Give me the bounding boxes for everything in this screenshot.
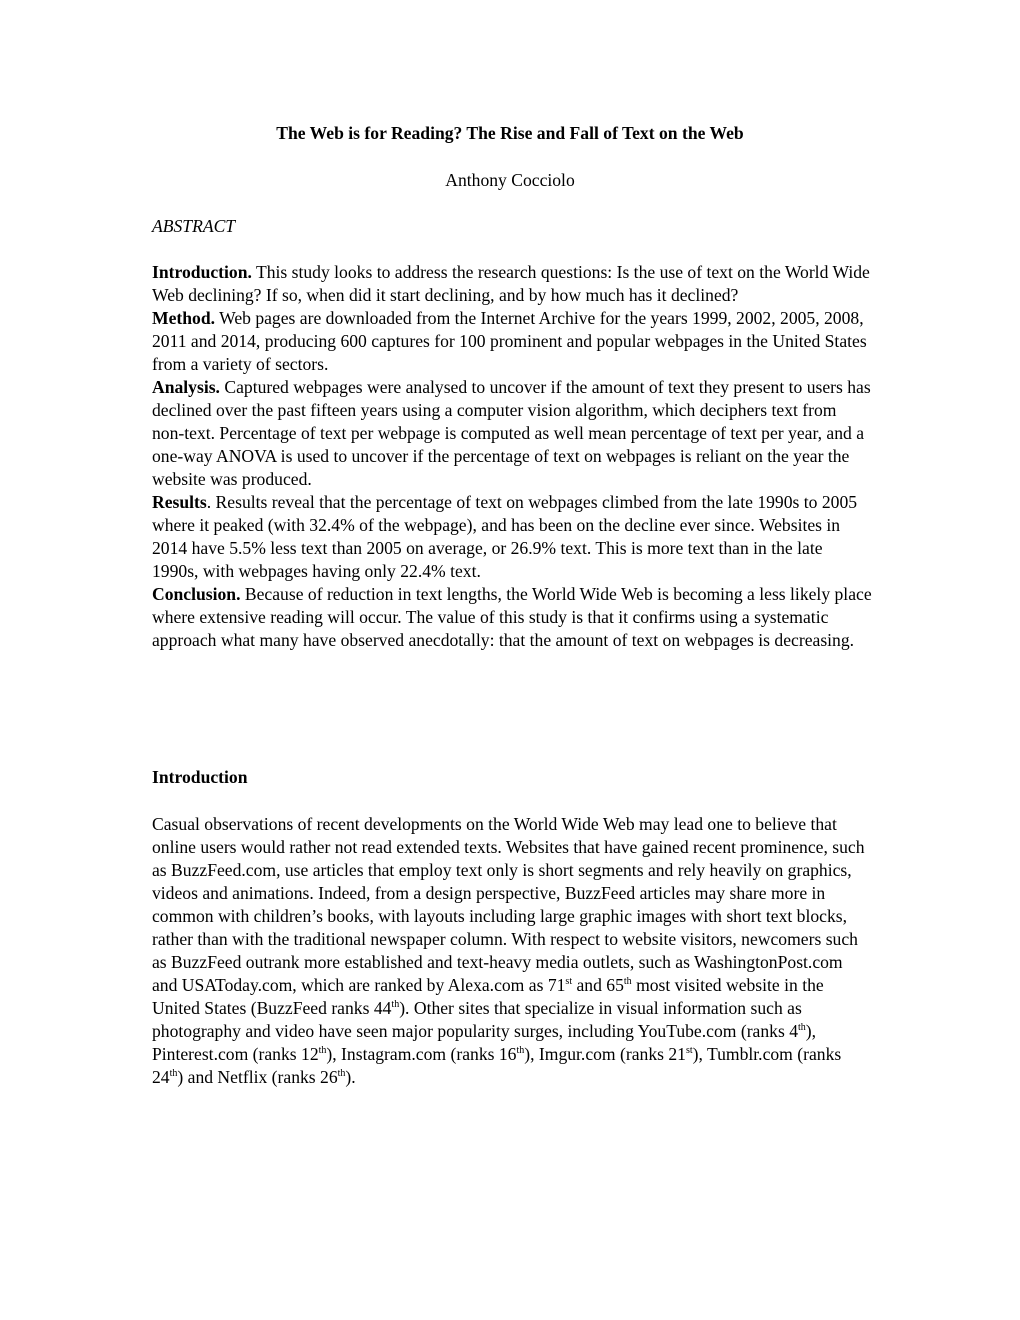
abstract-conclusion-text: Because of reduction in text lengths, the World Wide Web is becoming a less likely place where extensive reading will occur. The value of this study is that it confirms using a systematic approach what many have observed anecdotally: that the amount of text on webpages is decreasing. bbox=[152, 584, 872, 650]
introduction-paragraph bbox=[152, 813, 872, 1089]
intro-segment: ) and Netflix (ranks 26 bbox=[177, 1067, 338, 1087]
abstract-analysis bbox=[152, 376, 872, 491]
abstract-introduction bbox=[152, 261, 872, 307]
abstract-label: ABSTRACT bbox=[152, 216, 236, 236]
ordinal-suffix: st bbox=[565, 976, 573, 988]
abstract-method-text: Web pages are downloaded from the Internet Archive for the years 1999, 2002, 2005, 2008, 2011 and 2014, producing 600 captures for 100 prominent and popular webpages in the United States from a variety of sectors. bbox=[152, 308, 867, 374]
abstract-introduction-text: This study looks to address the research questions: Is the use of text on the World Wide Web declining? If so, when did it start declining, and by how much has it declined? bbox=[152, 262, 870, 305]
abstract-results bbox=[152, 491, 872, 583]
intro-segment: ), Tumblr.com (ranks 24 bbox=[152, 1044, 842, 1087]
intro-segment: ). bbox=[345, 1067, 356, 1087]
abstract-method bbox=[152, 307, 872, 376]
intro-segment: ). Other sites that specialize in visual information such as photography and video have seen major popularity surges, including YouTube.com (ranks 4 bbox=[152, 998, 802, 1041]
intro-segment: ), Pinterest.com (ranks 12 bbox=[152, 1021, 817, 1064]
abstract-conclusion bbox=[152, 583, 872, 652]
intro-segment: ), Instagram.com (ranks 16 bbox=[326, 1044, 517, 1064]
abstract-introduction-label: Introduction. bbox=[152, 262, 252, 282]
author-name: Anthony Cocciolo bbox=[445, 170, 575, 190]
intro-segment: most visited website in the United States (BuzzFeed ranks 44 bbox=[152, 975, 824, 1018]
abstract-body bbox=[152, 261, 872, 652]
intro-segment: ), Imgur.com (ranks 21 bbox=[524, 1044, 686, 1064]
paper-title: The Web is for Reading? The Rise and Fall of Text on the Web bbox=[276, 123, 744, 143]
ordinal-suffix: th bbox=[169, 1068, 178, 1080]
abstract-analysis-label: Analysis. bbox=[152, 377, 220, 397]
intro-segment: and 65 bbox=[572, 975, 624, 995]
abstract-analysis-text: Captured webpages were analysed to uncover if the amount of text they present to users has declined over the past fifteen years using a computer vision algorithm, which deciphers text from non-text. Percentage of text per webpage is computed as well mean percentage of text per year, and a one-way ANOVA is used to uncover if the percentage of text on webpages is reliant on the year the website was produced. bbox=[152, 377, 871, 489]
intro-segment: Casual observations of recent developments on the World Wide Web may lead one to believe that online users would rather not read extended texts. Websites that have gained recent prominence, such as BuzzFeed.com, use articles that employ text only is short segments and rely heavily on graphics, videos and animations. Indeed, from a design perspective, BuzzFeed articles may share more in common with children’s books, with layouts including large graphic images with short text blocks, rather than with the traditional newspaper column. With respect to website visitors, newcomers such as BuzzFeed outrank more established and text-heavy media outlets, such as WashingtonPost.com and USAToday.com, which are ranked by Alexa.com as 71 bbox=[152, 814, 865, 995]
ordinal-suffix: th bbox=[391, 999, 400, 1011]
ordinal-suffix: th bbox=[623, 976, 632, 988]
abstract-results-text: . Results reveal that the percentage of text on webpages climbed from the late 1990s to 2005 where it peaked (with 32.4% of the webpage), and has been on the decline ever since. Websites in 2014 have 5.5% less text than 2005 on average, or 26.9% text. This is more text than in the late 1990s, with webpages having only 22.4% text. bbox=[152, 492, 858, 581]
ordinal-suffix: th bbox=[516, 1045, 525, 1057]
ordinal-suffix: st bbox=[685, 1045, 693, 1057]
abstract-results-label: Results bbox=[152, 492, 207, 512]
abstract-conclusion-label: Conclusion. bbox=[152, 584, 241, 604]
introduction-heading: Introduction bbox=[152, 767, 248, 787]
abstract-method-label: Method. bbox=[152, 308, 216, 328]
ordinal-suffix: th bbox=[337, 1068, 346, 1080]
ordinal-suffix: th bbox=[798, 1022, 806, 1034]
ordinal-suffix: th bbox=[318, 1045, 327, 1057]
